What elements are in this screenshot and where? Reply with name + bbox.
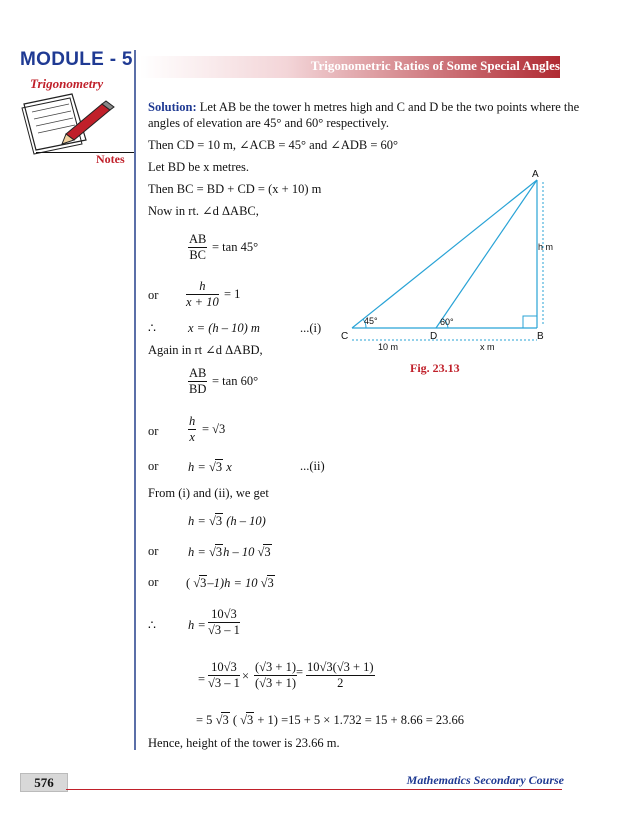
conclusion: Hence, height of the tower is 23.66 m. <box>148 736 340 750</box>
eq11-equals: = <box>198 672 206 686</box>
dim-db-label: x m <box>480 342 495 352</box>
or-label-4: or <box>148 544 159 558</box>
or-label-2: or <box>148 424 159 438</box>
given-cd: Then CD = 10 m, ∠ACB = 45° and ∠ADB = 60° <box>148 138 399 152</box>
margin-rule <box>134 50 136 750</box>
notes-pencil-icon <box>14 90 119 156</box>
now-triangle-abc: Now in rt. ∠d ΔABC, <box>148 204 259 218</box>
eq2-rhs: = 1 <box>224 287 241 301</box>
line-ca <box>352 180 537 328</box>
footer-rule <box>66 789 562 790</box>
angle-d-label: 60° <box>440 317 454 327</box>
eq6-tag: ...(ii) <box>300 459 325 473</box>
eq7: h = √3 (h – 10) <box>188 514 266 528</box>
label-c: C <box>341 331 349 342</box>
line-da <box>436 180 537 328</box>
eq6: h = √3 x <box>188 460 232 474</box>
figure-caption: Fig. 23.13 <box>410 361 460 375</box>
fraction-ab-bd: $\frac{AB}{BD}$ <box>189 366 207 396</box>
eq3-tag: ...(i) <box>300 321 322 335</box>
or-label-1: or <box>148 288 159 302</box>
solution-label: Solution: <box>148 100 197 114</box>
eq1-rhs: = tan 45° <box>212 240 259 254</box>
fraction-ab-bc: $\frac{AB}{BC}$ <box>189 232 207 262</box>
solution-intro-line-1 <box>148 100 579 115</box>
eq10-lhs: h = <box>188 618 206 632</box>
eq4-rhs: = tan 60° <box>212 374 259 388</box>
figure-lines <box>352 180 537 328</box>
solution-intro-line-2: angles of elevation are 45° and 60° respectively. <box>148 116 390 130</box>
dim-cd-label: 10 m <box>378 342 399 352</box>
label-d: D <box>430 331 438 342</box>
page-number: 576 <box>20 773 68 792</box>
eq5-rhs: = √3 <box>202 422 226 436</box>
or-label-3: or <box>148 459 159 473</box>
notes-label: Notes <box>96 152 125 166</box>
eq11-fraction-a: $\frac{10√3}{√3 - 1}$ <box>208 660 240 690</box>
eq9: ( √3–1)h = 10 √3 <box>186 576 274 590</box>
eq11-fraction-b: $\frac{(√3 + 1)}{(√3 + 1)}$ <box>255 660 296 690</box>
eq8: h = √3h – 10 √3 <box>188 545 271 559</box>
chapter-title: Trigonometric Ratios of Some Special Angles <box>310 58 560 73</box>
dim-ab-label: h m <box>538 242 554 252</box>
triangle-figure <box>326 168 558 356</box>
let-bd: Let BD be x metres. <box>148 160 250 174</box>
again-triangle-abd: Again in rt ∠d ΔABD, <box>148 343 263 357</box>
eq11-times: × <box>242 669 250 683</box>
course-title: Mathematics Secondary Course <box>406 773 564 787</box>
label-b: B <box>537 331 544 342</box>
angle-c-label: 45° <box>364 316 378 326</box>
or-label-5: or <box>148 575 159 589</box>
fraction-h-x10: $\frac{h}{x + 10}$ <box>186 279 219 309</box>
right-angle-mark <box>523 316 537 328</box>
solution-intro-text: Let AB be the tower h metres high and C and D be the two points where the <box>199 100 580 114</box>
therefore-2: ∴ <box>148 618 156 632</box>
eq3: x = (h – 10) m <box>188 321 260 335</box>
then-bc: Then BC = BD + CD = (x + 10) m <box>148 182 322 196</box>
fraction-10r3-over-r3m1: $\frac{10√3}{√3 - 1}$ <box>208 607 240 637</box>
subject-label: Trigonometry <box>30 76 104 91</box>
label-a: A <box>532 169 539 180</box>
therefore-1: ∴ <box>148 321 156 335</box>
from-i-ii: From (i) and (ii), we get <box>148 486 269 500</box>
eq11-fraction-c: $\frac{10√3(√3 + 1)}{2}$ <box>307 660 374 690</box>
fraction-h-x: $\frac{h}{x}$ <box>189 414 196 444</box>
module-label: MODULE - 5 <box>20 49 133 70</box>
eq12: = 5 √3 ( √3 + 1) =15 + 5 × 1.732 = 15 + 8.66 = 23.66 <box>196 713 464 727</box>
eq11-equals-2: = <box>296 665 304 679</box>
